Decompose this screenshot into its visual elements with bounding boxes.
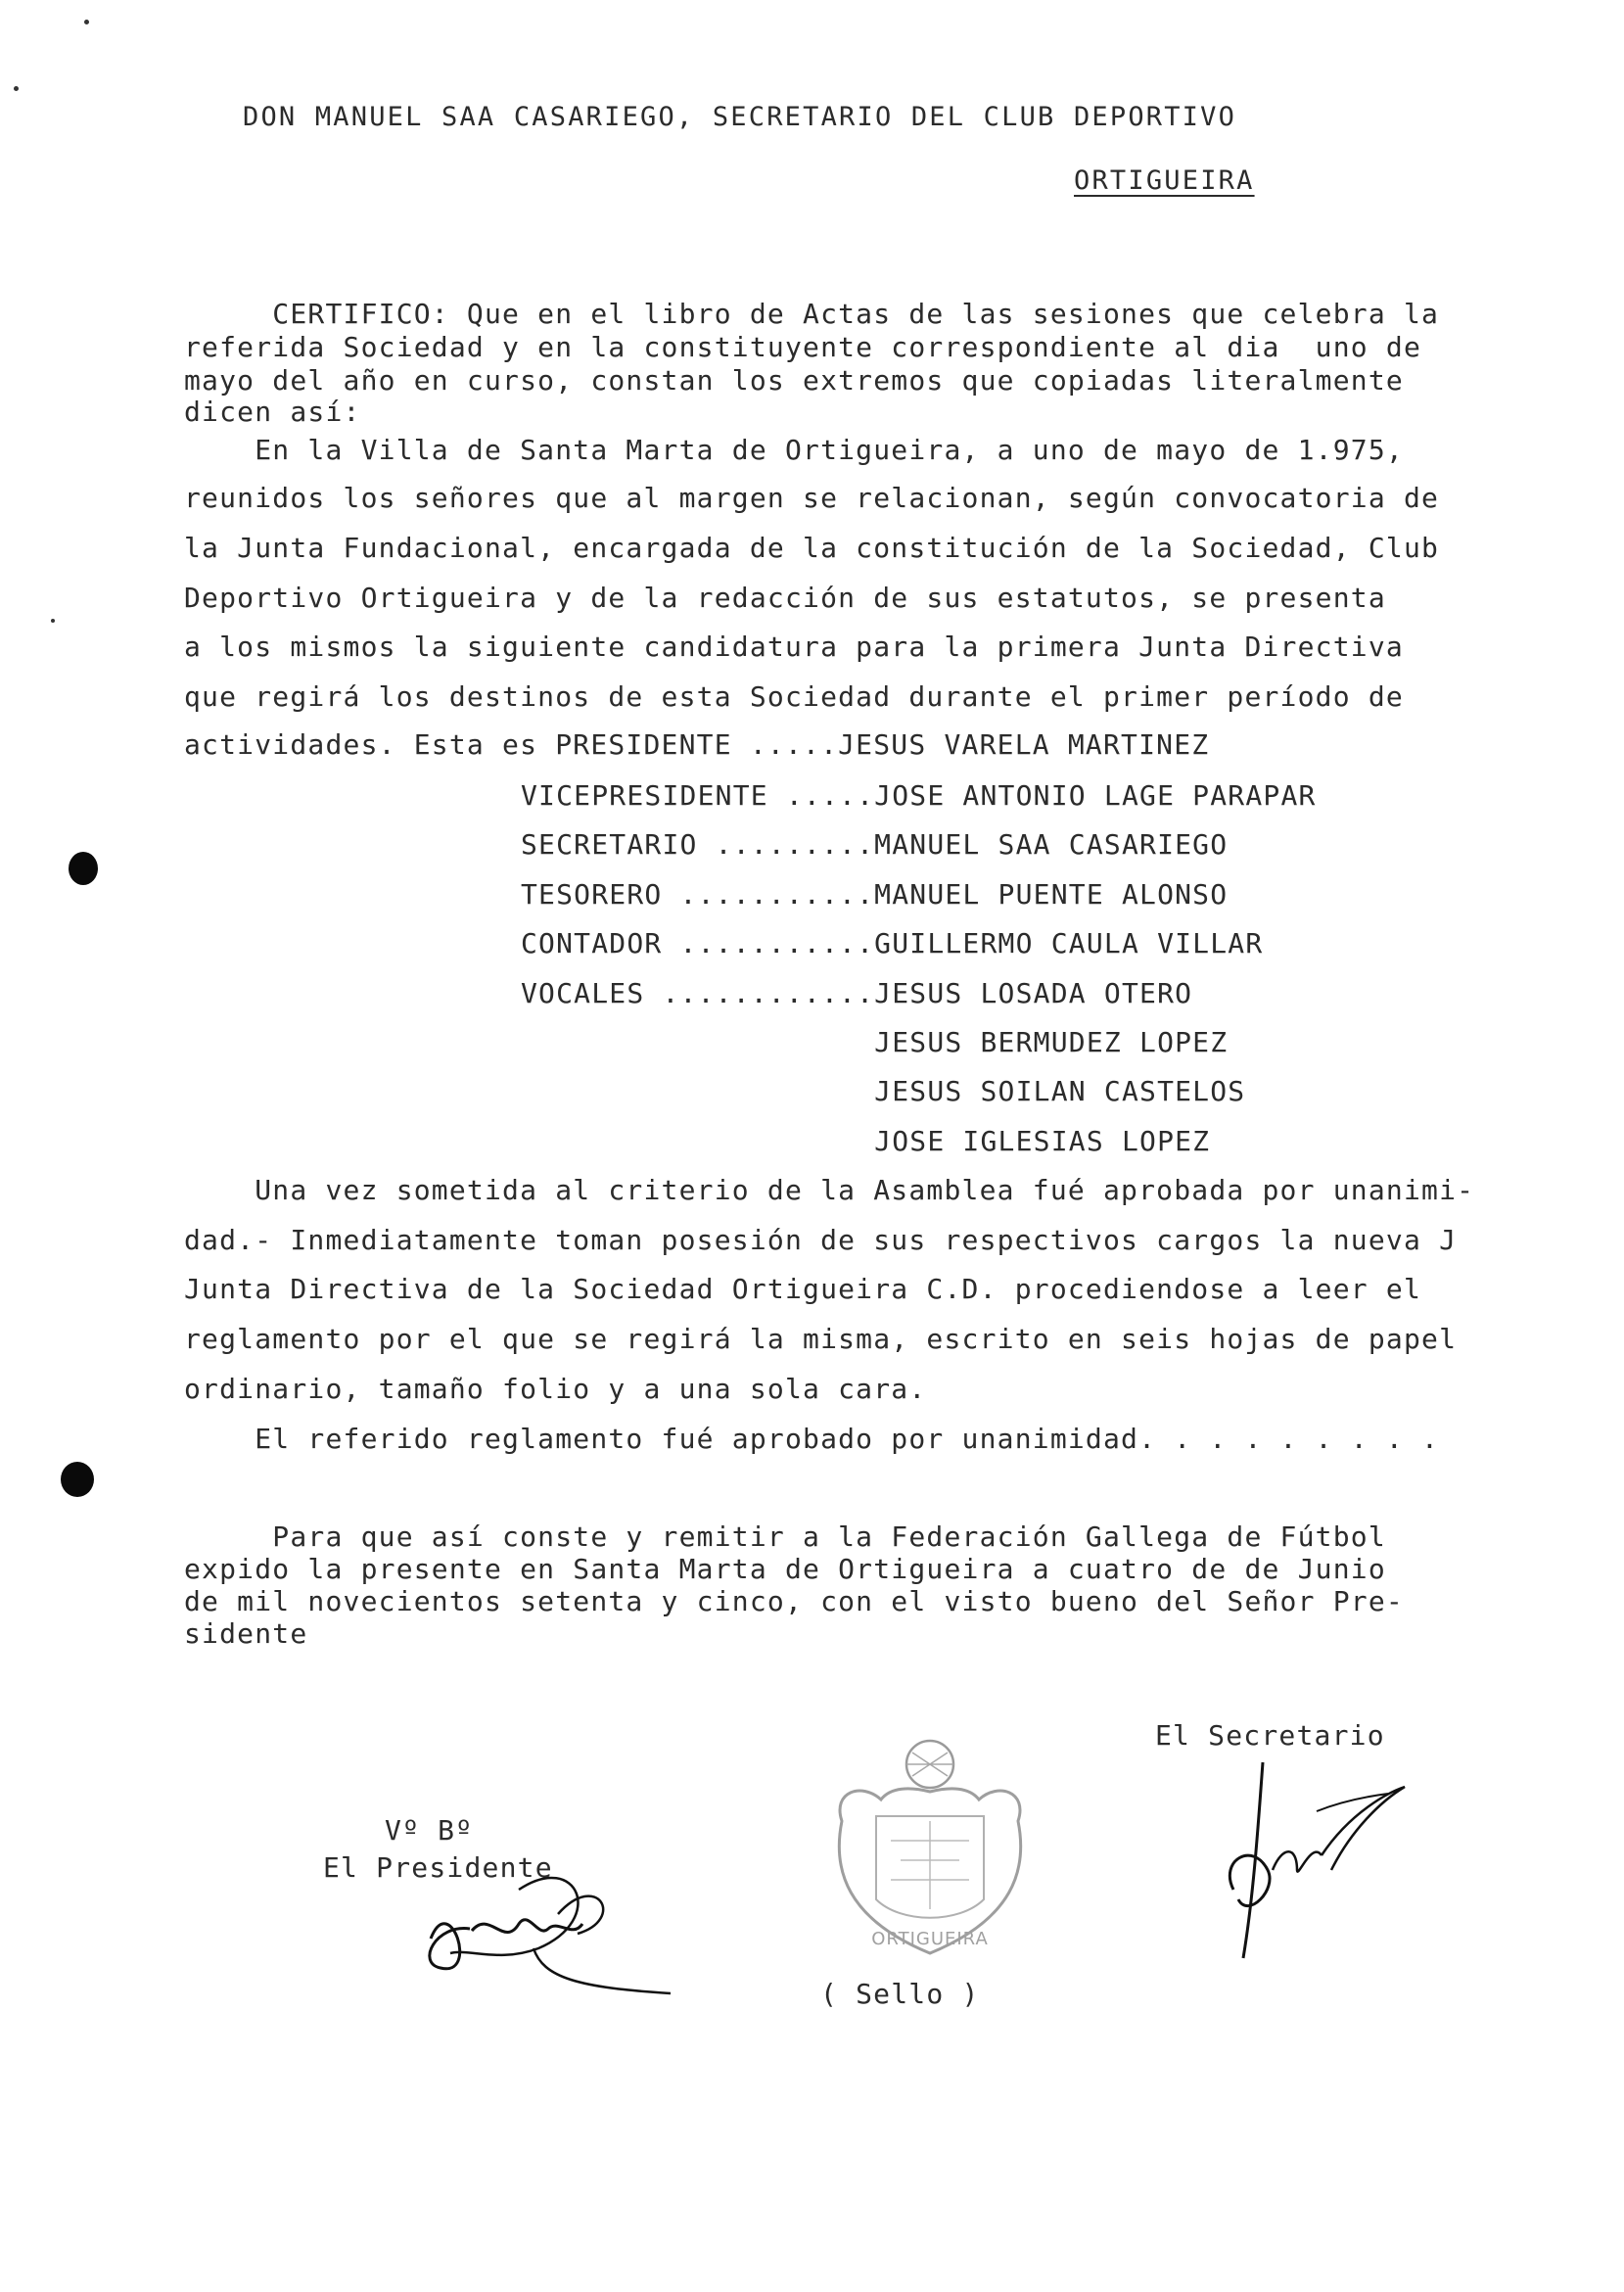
- body-line: la Junta Fundacional, encargada de la constitución de la Sociedad, Club: [184, 532, 1440, 564]
- closing-line: de mil novecientos setenta y cinco, con el visto bueno del Señor Pre-: [184, 1585, 1404, 1617]
- board-line: CONTADOR ...........GUILLERMO CAULA VILLAR: [521, 927, 1264, 959]
- closing-line: sidente: [184, 1617, 308, 1650]
- intro-line: referida Sociedad y en la constituyente correspondiente al dia uno de: [184, 331, 1422, 363]
- vobo-label: Vº Bº: [385, 1814, 474, 1847]
- speck: [51, 619, 55, 623]
- approval-line: Una vez sometida al criterio de la Asamblea fué aprobada por unanimi-: [184, 1174, 1475, 1206]
- speck: [14, 86, 19, 91]
- board-line: VICEPRESIDENTE .....JOSE ANTONIO LAGE PARAPAR: [521, 779, 1317, 812]
- approval-line: ordinario, tamaño folio y a una sola cara.: [184, 1373, 927, 1405]
- approval-line: dad.- Inmediatamente toman posesión de sus respectivos cargos la nueva J: [184, 1224, 1458, 1256]
- intro-line: CERTIFICO: Que en el libro de Actas de las sesiones que celebra la: [184, 298, 1440, 330]
- secretary-signature: [1214, 1753, 1410, 1968]
- board-line: JESUS BERMUDEZ LOPEZ: [521, 1026, 1229, 1058]
- speck: [84, 20, 89, 24]
- approval-line: El referido reglamento fué aprobado por unanimidad. . . . . . . . .: [184, 1423, 1440, 1455]
- president-signature: [411, 1831, 685, 2007]
- body-line: Deportivo Ortigueira y de la redacción de sus estatutos, se presenta: [184, 582, 1386, 614]
- header-line: DON MANUEL SAA CASARIEGO, SECRETARIO DEL CLUB DEPORTIVO: [243, 102, 1237, 132]
- board-line: JESUS SOILAN CASTELOS: [521, 1075, 1246, 1107]
- closing-line: Para que así conste y remitir a la Federación Gallega de Fútbol: [184, 1520, 1386, 1553]
- closing-line: expido la presente en Santa Marta de Ortigueira a cuatro de de Junio: [184, 1553, 1386, 1585]
- document-title: ORTIGUEIRA: [1074, 165, 1255, 196]
- board-line: TESORERO ...........MANUEL PUENTE ALONSO: [521, 878, 1229, 911]
- seal-text: ORTIGUEIRA: [871, 1929, 989, 1949]
- president-label: El Presidente: [323, 1851, 553, 1884]
- body-line: a los mismos la siguiente candidatura para la primera Junta Directiva: [184, 631, 1404, 663]
- secretary-label: El Secretario: [1155, 1719, 1385, 1752]
- intro-line: dicen así:: [184, 396, 361, 428]
- punch-hole-top: [69, 852, 98, 885]
- punch-hole-bottom: [61, 1462, 94, 1497]
- board-line: JOSE IGLESIAS LOPEZ: [521, 1125, 1211, 1157]
- board-line: SECRETARIO .........MANUEL SAA CASARIEGO: [521, 828, 1229, 861]
- body-line: En la Villa de Santa Marta de Ortigueira, a uno de mayo de 1.975,: [184, 434, 1404, 466]
- approval-line: Junta Directiva de la Sociedad Ortigueira C.D. procediendose a leer el: [184, 1273, 1422, 1305]
- approval-line: reglamento por el que se regirá la misma, escrito en seis hojas de papel: [184, 1323, 1458, 1355]
- board-line: VOCALES ............JESUS LOSADA OTERO: [521, 977, 1193, 1009]
- body-line: actividades. Esta es PRESIDENTE .....JESUS VARELA MARTINEZ: [184, 728, 1210, 761]
- body-line: que regirá los destinos de esta Sociedad durante el primer período de: [184, 680, 1404, 713]
- body-line: reunidos los señores que al margen se relacionan, según convocatoria de: [184, 482, 1440, 514]
- club-seal: [822, 1733, 1038, 1968]
- intro-line: mayo del año en curso, constan los extremos que copiadas literalmente: [184, 364, 1404, 397]
- seal-label: ( Sello ): [820, 1978, 980, 2010]
